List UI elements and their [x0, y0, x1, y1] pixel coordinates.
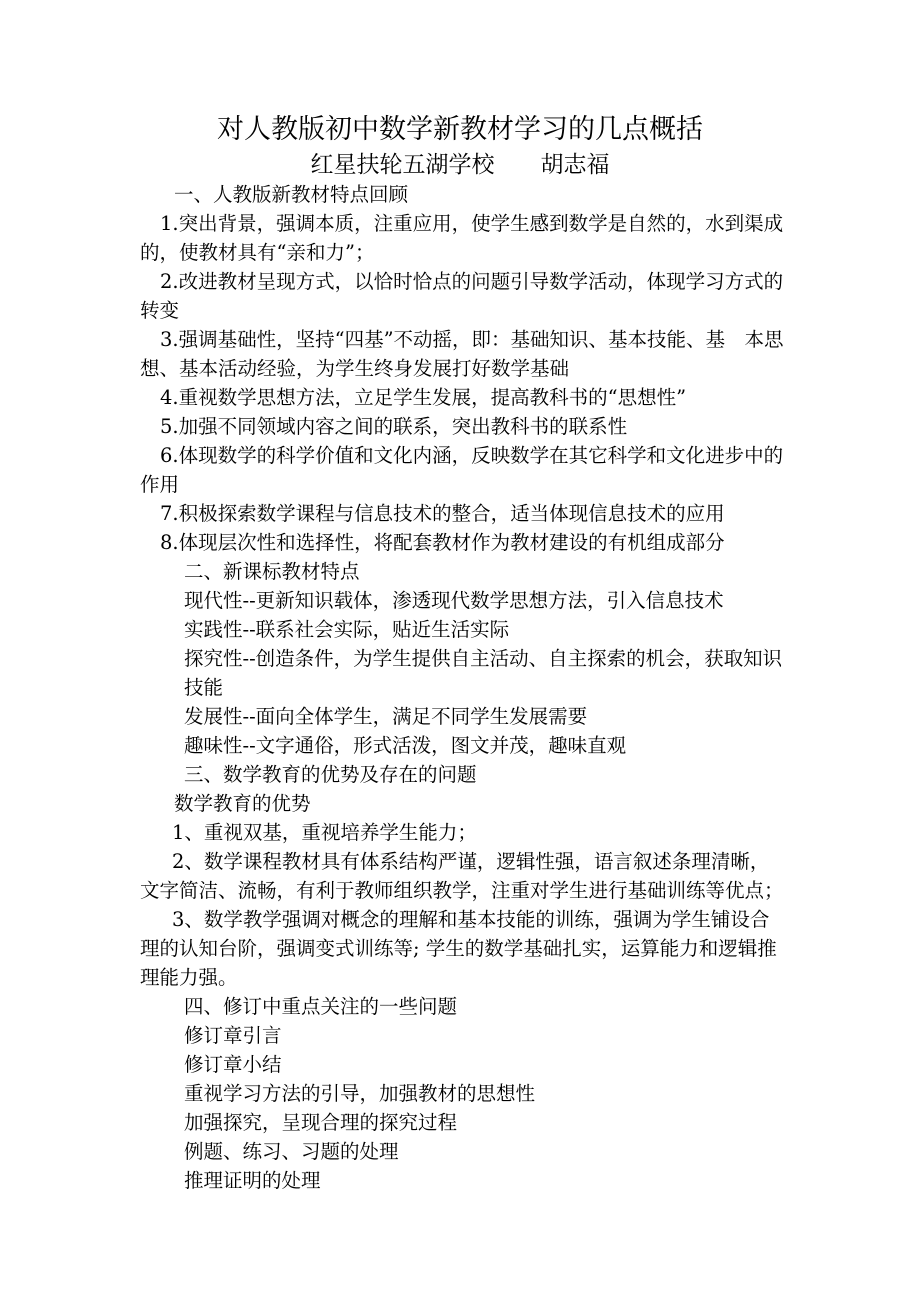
list-item: 3.强调基础性，坚持“四基”不动摇，即：基础知识、基本技能、基 本思想、基本活动经验，为学生终身发展打好数学基础 — [140, 328, 784, 380]
list-item: 趣味性--文字通俗，形式活泼，图文并茂，趣味直观 — [184, 734, 627, 757]
author-line: 红星扶轮五湖学校 胡志福 — [310, 152, 610, 178]
list-item: 加强探究，呈现合理的探究过程 — [184, 1111, 458, 1134]
section-heading: 三、数学教育的优势及存在的问题 — [184, 763, 477, 786]
list-item: 1.突出背景，强调本质，注重应用，使学生感到数学是自然的，水到渠成的，使教材具有“亲和力”； — [140, 212, 784, 264]
page-title: 对人教版初中数学新教材学习的几点概括 — [217, 114, 703, 145]
list-item: 8.体现层次性和选择性，将配套教材作为教材建设的有机组成部分 — [160, 531, 725, 554]
list-item: 发展性--面向全体学生，满足不同学生发展需要 — [184, 705, 588, 728]
list-item: 推理证明的处理 — [184, 1169, 321, 1192]
list-item: 2、数学课程教材具有体系结构严谨，逻辑性强，语言叙述条理清晰，文字简洁、流畅，有利于教师组织教学，注重对学生进行基础训练等优点； — [140, 850, 784, 902]
subsection-heading: 数学教育的优势 — [174, 792, 311, 815]
list-item: 重视学习方法的引导，加强教材的思想性 — [184, 1082, 536, 1105]
list-item: 修订章引言 — [184, 1024, 282, 1047]
list-item: 4.重视数学思想方法，立足学生发展，提高教科书的“思想性” — [160, 386, 687, 409]
list-item: 实践性--联系社会实际，贴近生活实际 — [184, 618, 510, 641]
list-item: 7.积极探索数学课程与信息技术的整合，适当体现信息技术的应用 — [160, 502, 725, 525]
section-heading: 一、人教版新教材特点回顾 — [174, 183, 409, 206]
list-item: 2.改进教材呈现方式，以恰时恰点的问题引导数学活动，体现学习方式的转变 — [140, 270, 784, 322]
section-heading: 四、修订中重点关注的一些问题 — [184, 995, 458, 1018]
list-item: 探究性--创造条件，为学生提供自主活动、自主探索的机会，获取知识技能 — [184, 647, 783, 699]
list-item: 3、数学教学强调对概念的理解和基本技能的训练，强调为学生铺设合理的认知台阶，强调变式训练等; 学生的数学基础扎实，运算能力和逻辑推理能力强。 — [140, 908, 777, 989]
list-item: 修订章小结 — [184, 1053, 282, 1076]
list-item: 1、重视双基，重视培养学生能力； — [172, 821, 477, 844]
document-body — [140, 180, 786, 1195]
list-item: 现代性--更新知识载体，渗透现代数学思想方法，引入信息技术 — [184, 589, 724, 612]
list-item: 例题、练习、习题的处理 — [184, 1140, 399, 1163]
list-item: 5.加强不同领域内容之间的联系，突出教科书的联系性 — [160, 415, 628, 438]
list-item: 6.体现数学的科学价值和文化内涵，反映数学在其它科学和文化进步中的作用 — [140, 444, 784, 496]
section-heading: 二、新课标教材特点 — [184, 560, 360, 583]
